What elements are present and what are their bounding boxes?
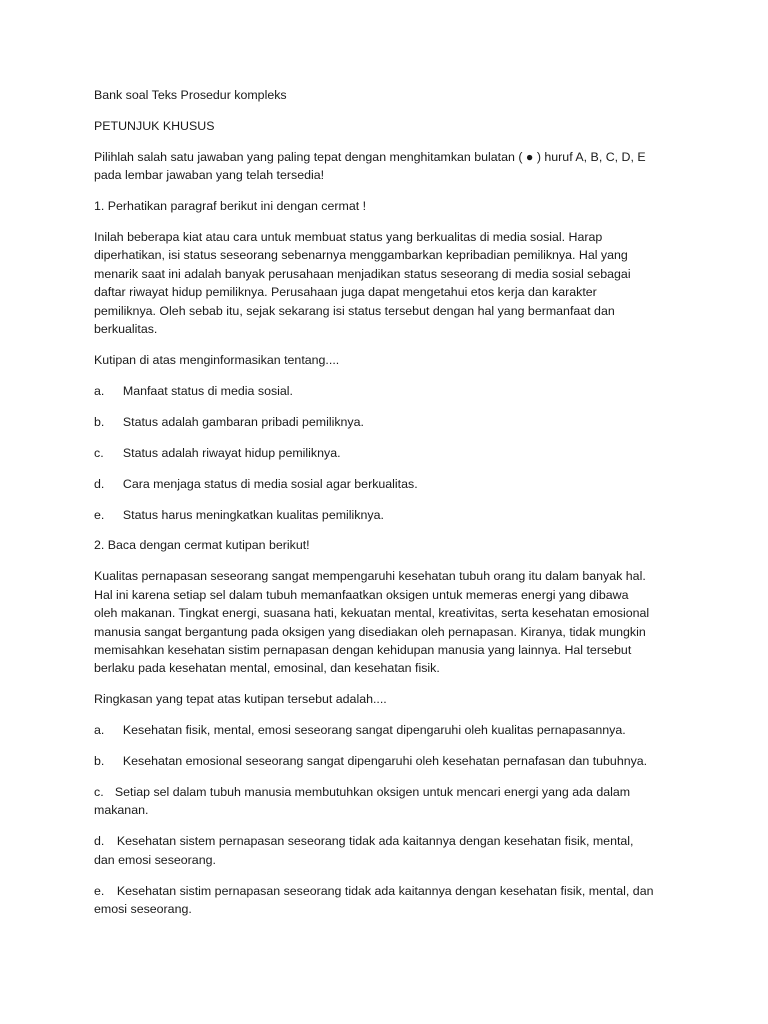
option-text: Setiap sel dalam tubuh manusia membutuhkan oksigen untuk mencari energi yang ada dalam <box>108 784 631 799</box>
option-text: Kesehatan fisik, mental, emosi seseorang sangat dipengaruhi oleh kualitas pernapasannya. <box>116 723 626 738</box>
question-1-option-b <box>94 413 684 431</box>
option-text: Status adalah gambaran pribadi pemiliknya. <box>116 414 364 429</box>
passage-line: menarik saat ini adalah banyak perusahaan menjadikan status seseorang di media sosial sebagai <box>94 266 631 281</box>
passage-line: berkualitas. <box>94 322 158 337</box>
question-2-option-a <box>94 721 684 739</box>
option-letter: b. <box>94 414 105 429</box>
option-letter: e. <box>94 883 105 898</box>
option-text: Kesehatan sistem pernapasan seseorang tidak ada kaitannya dengan kesehatan fisik, mental, <box>110 834 634 849</box>
option-letter: e. <box>94 507 105 522</box>
passage-line: daftar riwayat hidup pemiliknya. Perusahaan juga dapat mengetahui etos kerja dan karakter <box>94 285 597 300</box>
instruction-line: pada lembar jawaban yang telah tersedia! <box>94 168 325 183</box>
option-letter: a. <box>94 383 105 398</box>
option-text-continued: makanan. <box>94 803 149 818</box>
question-1-option-e <box>94 506 684 524</box>
question-2-option-b <box>94 752 684 770</box>
option-letter: a. <box>94 723 105 738</box>
question-2-prompt: 2. Baca dengan cermat kutipan berikut! <box>94 538 310 553</box>
passage-line: diperhatikan, isi status seseorang sebenarnya menggambarkan kepribadian pemiliknya. Hal yang <box>94 248 628 263</box>
section-heading: PETUNJUK KHUSUS <box>94 118 215 133</box>
question-2-passage <box>94 567 684 677</box>
option-text: Status harus meningkatkan kualitas pemiliknya. <box>116 507 384 522</box>
option-text: Kesehatan sistim pernapasan seseorang tidak ada kaitannya dengan kesehatan fisik, mental, dan <box>110 883 654 898</box>
question-1-passage <box>94 228 684 338</box>
passage-line: oleh makanan. Tingkat energi, suasana hati, kekuatan mental, kreativitas, serta kesehatan emosional <box>94 606 650 621</box>
option-text-continued: dan emosi seseorang. <box>94 852 216 867</box>
question-1-option-c <box>94 444 684 462</box>
document-content <box>94 86 684 931</box>
question-2-option-d <box>94 832 684 869</box>
option-text: Manfaat status di media sosial. <box>116 383 293 398</box>
passage-line: Hal ini karena setiap sel dalam tubuh memanfaatkan oksigen untuk memeras energi yang dibawa <box>94 587 629 602</box>
passage-line: berlaku pada kesehatan mental, emosinal, dan kesehatan fisik. <box>94 661 440 676</box>
passage-line: Kualitas pernapasan seseorang sangat mempengaruhi kesehatan tubuh orang itu dalam banyak hal. <box>94 569 646 584</box>
passage-line: Inilah beberapa kiat atau cara untuk membuat status yang berkualitas di media sosial. Harap <box>94 230 603 245</box>
question-1-question: Kutipan di atas menginformasikan tentang.... <box>94 352 340 367</box>
option-letter: d. <box>94 476 105 491</box>
question-1-option-d <box>94 475 684 493</box>
option-letter: d. <box>94 834 105 849</box>
instruction-line: Pilihlah salah satu jawaban yang paling tepat dengan menghitamkan bulatan ( ● ) huruf A, B, C, D, E <box>94 149 646 164</box>
question-1-prompt: 1. Perhatikan paragraf berikut ini dengan cermat ! <box>94 199 367 214</box>
option-text: Kesehatan emosional seseorang sangat dipengaruhi oleh kesehatan pernafasan dan tubuhnya. <box>116 754 648 769</box>
option-text-continued: emosi seseorang. <box>94 902 192 916</box>
option-letter: c. <box>94 445 104 460</box>
option-letter: c. <box>94 784 104 799</box>
document-title: Bank soal Teks Prosedur kompleks <box>94 88 287 102</box>
option-letter: b. <box>94 754 105 769</box>
question-2-option-c <box>94 783 684 820</box>
option-text: Status adalah riwayat hidup pemiliknya. <box>116 445 341 460</box>
passage-line: manusia sangat bergantung pada oksigen yang disediakan oleh pernapasan. Kiranya, tidak mungkin <box>94 624 646 639</box>
passage-line: pemiliknya. Oleh sebab itu, sejak sekarang isi status tersebut dengan hal yang bermanfaat dan <box>94 303 615 318</box>
instructions <box>94 148 684 185</box>
question-2-option-e <box>94 882 684 919</box>
passage-line: memisahkan kesehatan sistim pernapasan dengan kehidupan manusia yang lainnya. Hal tersebut <box>94 642 632 657</box>
question-1-option-a <box>94 382 684 400</box>
question-2-question: Ringkasan yang tepat atas kutipan tersebut adalah.... <box>94 692 387 707</box>
option-text: Cara menjaga status di media sosial agar berkualitas. <box>116 476 418 491</box>
